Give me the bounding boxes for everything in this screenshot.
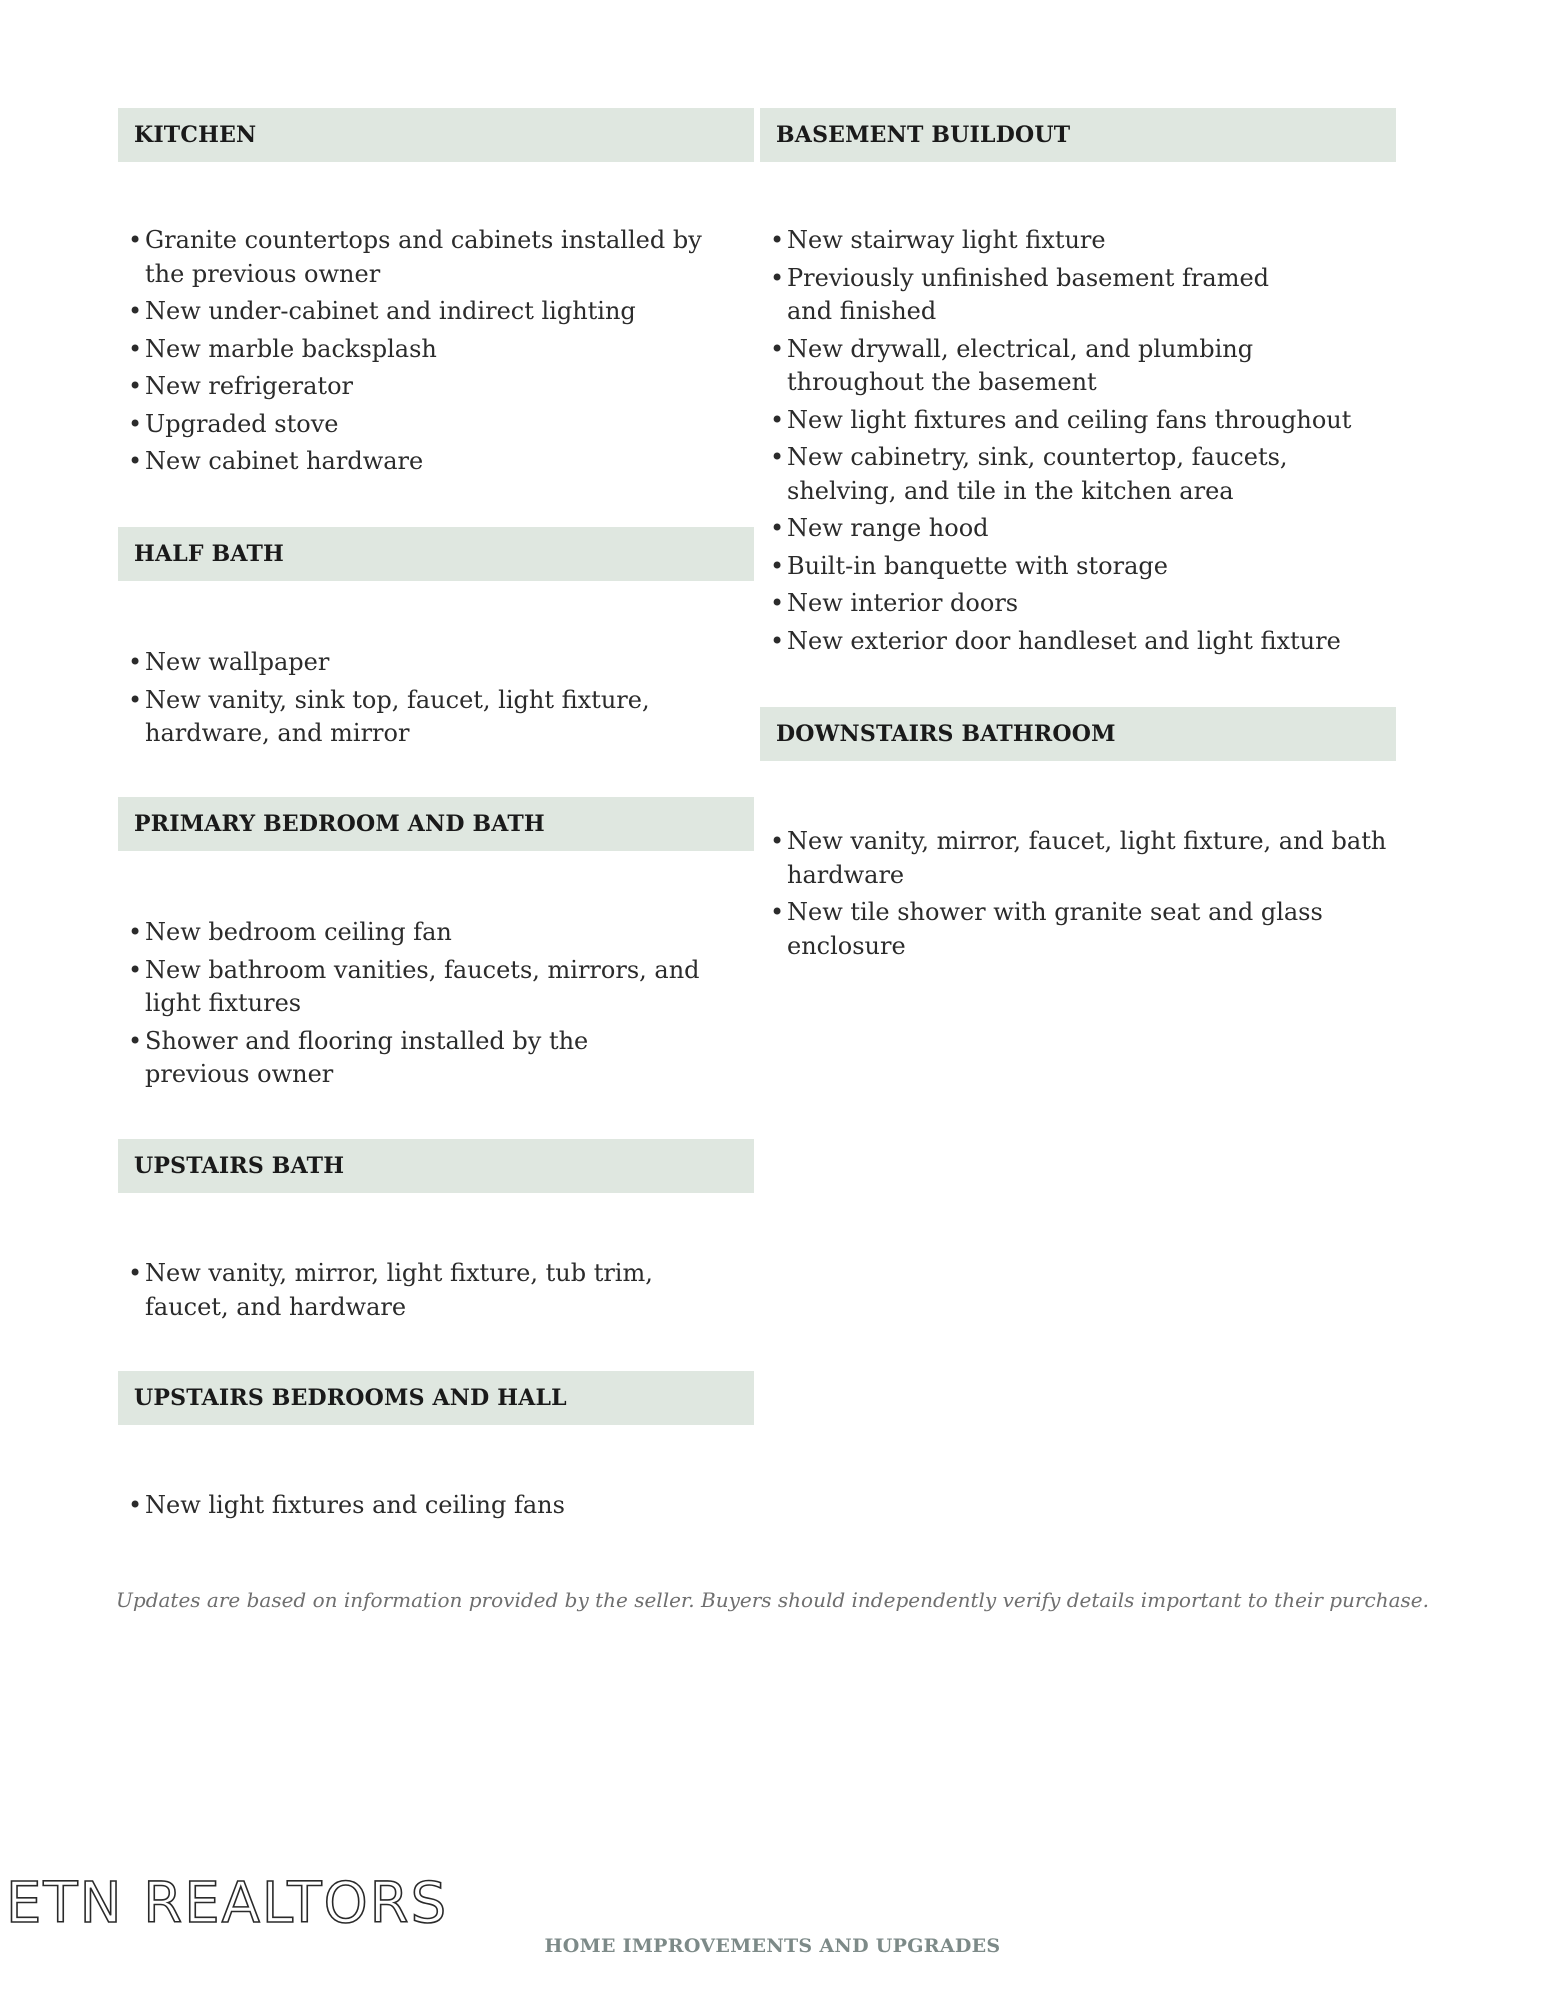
list-item: • New vanity, mirror, faucet, light fixture, and bath hardware — [772, 825, 1392, 892]
list-item: • New stairway light fixture — [772, 224, 1392, 258]
list-item: • New range hood — [772, 512, 1392, 546]
list-item: • New cabinet hardware — [130, 445, 750, 479]
footer-title: HOME IMPROVEMENTS AND UPGRADES — [544, 1935, 1001, 1957]
list-item: • Upgraded stove — [130, 408, 750, 442]
list-item: • Granite countertops and cabinets installed by the previous owner — [130, 224, 750, 291]
list-item: • New bedroom ceiling fan — [130, 916, 750, 950]
primary-bedroom-list — [130, 916, 750, 1096]
list-item: • New drywall, electrical, and plumbing throughout the basement — [772, 333, 1392, 400]
list-item: • New vanity, mirror, light fixture, tub trim, faucet, and hardware — [130, 1257, 750, 1324]
section-header-upstairs-bedrooms: UPSTAIRS BEDROOMS AND HALL — [118, 1371, 754, 1425]
section-header-half-bath: HALF BATH — [118, 527, 754, 581]
list-item: • New under-cabinet and indirect lighting — [130, 295, 750, 329]
list-item: • New exterior door handleset and light fixture — [772, 625, 1392, 659]
company-logo: ETN REALTORS — [6, 1871, 449, 1936]
half-bath-list — [130, 646, 750, 755]
section-header-kitchen: KITCHEN — [118, 108, 754, 162]
list-item: • New light fixtures and ceiling fans throughout — [772, 404, 1392, 438]
basement-list — [772, 224, 1392, 662]
list-item: • New vanity, sink top, faucet, light fixture, hardware, and mirror — [130, 684, 750, 751]
list-item: • New tile shower with granite seat and glass enclosure — [772, 896, 1392, 963]
section-header-basement: BASEMENT BUILDOUT — [760, 108, 1396, 162]
list-item: • New bathroom vanities, faucets, mirrors, and light fixtures — [130, 954, 750, 1021]
section-header-primary-bedroom: PRIMARY BEDROOM AND BATH — [118, 797, 754, 851]
upstairs-bedrooms-list — [130, 1489, 750, 1527]
section-header-downstairs-bathroom: DOWNSTAIRS BATHROOM — [760, 707, 1396, 761]
downstairs-bathroom-list — [772, 825, 1392, 967]
list-item: • New interior doors — [772, 587, 1392, 621]
list-item: • Shower and flooring installed by the previous owner — [130, 1025, 750, 1092]
section-header-upstairs-bath: UPSTAIRS BATH — [118, 1139, 754, 1193]
upstairs-bath-list — [130, 1257, 750, 1328]
list-item: • New marble backsplash — [130, 333, 750, 367]
list-item: • Built-in banquette with storage — [772, 550, 1392, 584]
list-item: • Previously unfinished basement framed and finished — [772, 262, 1392, 329]
disclaimer-text: Updates are based on information provided by the seller. Buyers should independently verify details important to their purchase. — [116, 1588, 1429, 1612]
list-item: • New cabinetry, sink, countertop, faucets, shelving, and tile in the kitchen area — [772, 441, 1392, 508]
list-item: • New wallpaper — [130, 646, 750, 680]
kitchen-list — [130, 224, 750, 483]
list-item: • New refrigerator — [130, 370, 750, 404]
list-item: • New light fixtures and ceiling fans — [130, 1489, 750, 1523]
